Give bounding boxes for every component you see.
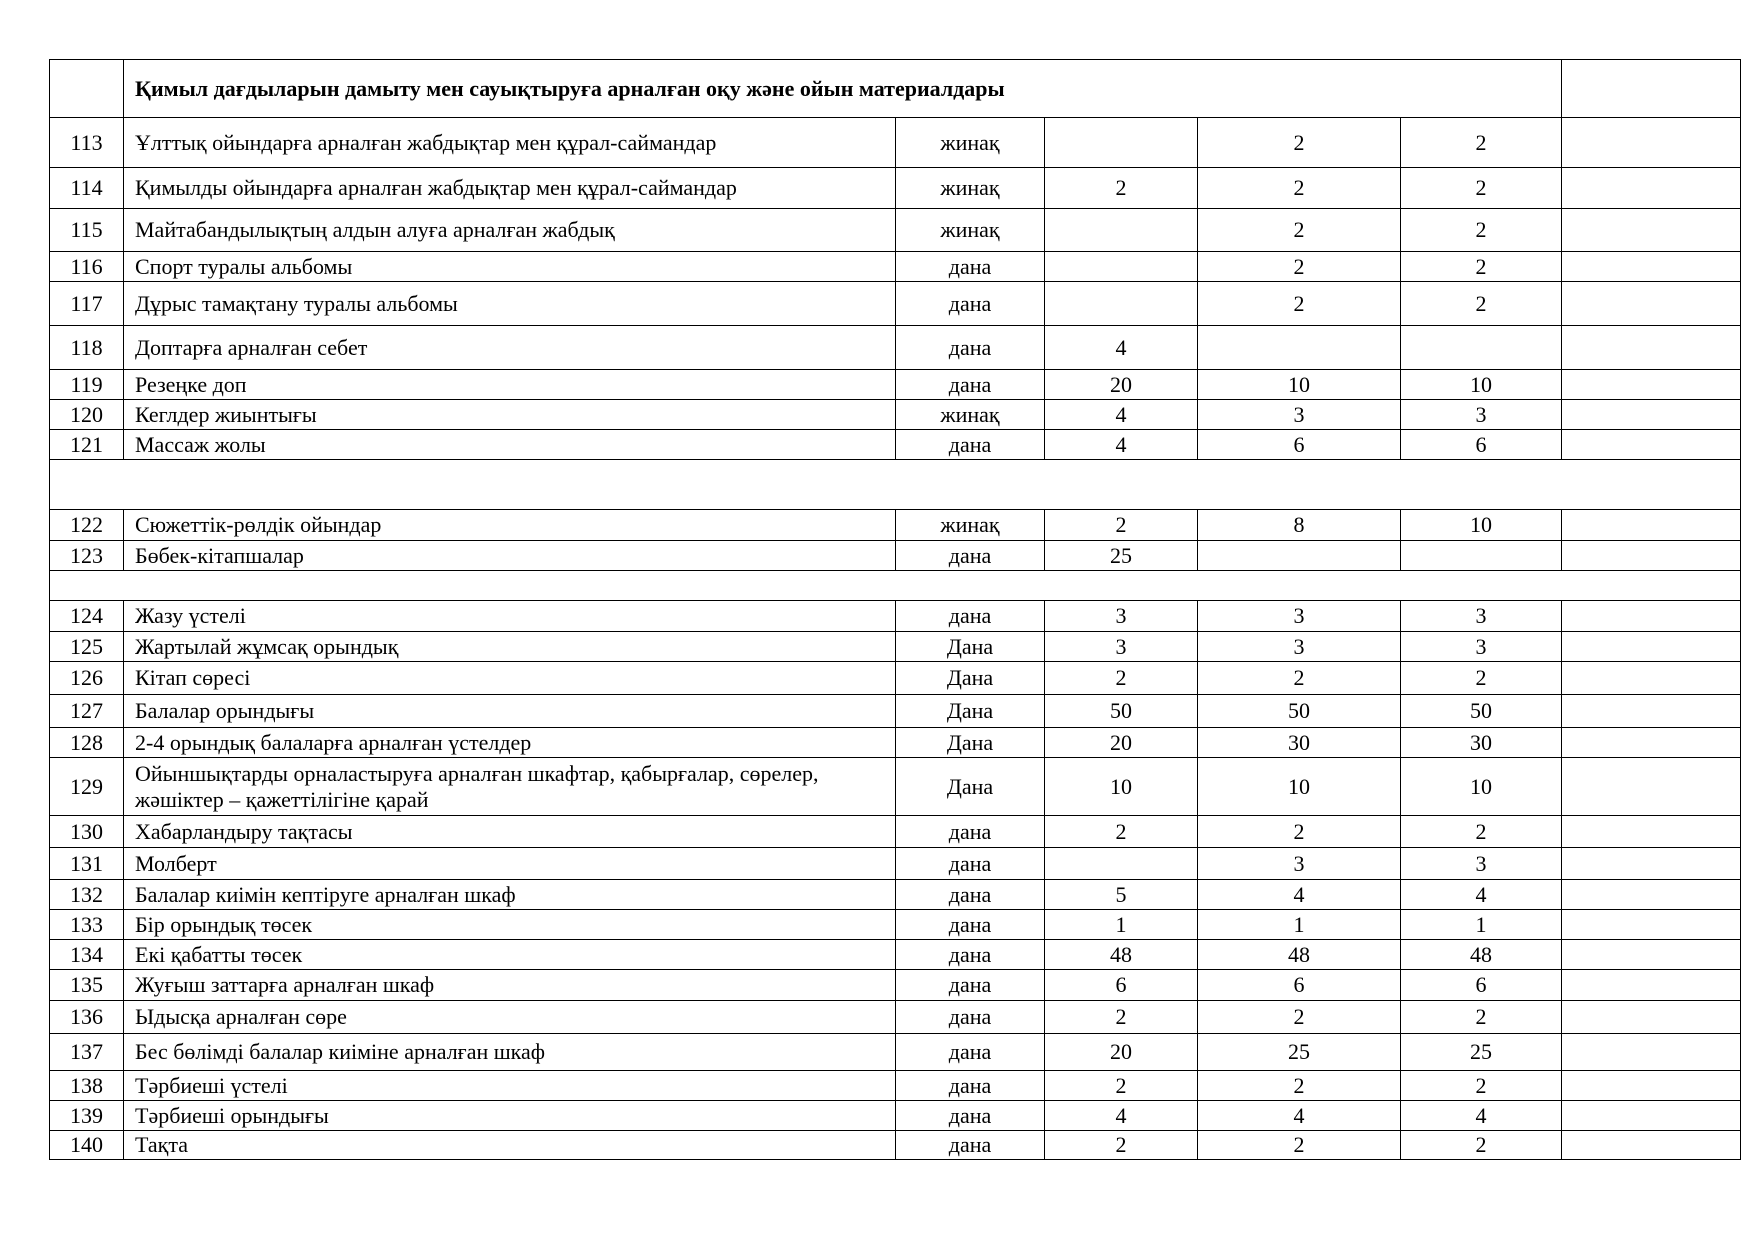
item-name: Кеглдер жиынтығы (124, 400, 896, 430)
row-number: 132 (50, 880, 124, 910)
value-col-1: 2 (1045, 168, 1198, 209)
unit-cell: дана (896, 940, 1045, 970)
value-col-4 (1562, 370, 1741, 400)
row-number: 117 (50, 282, 124, 326)
value-col-3 (1401, 326, 1562, 370)
value-col-3: 2 (1401, 118, 1562, 168)
value-col-3: 6 (1401, 970, 1562, 1001)
value-col-2: 2 (1198, 252, 1401, 282)
value-col-1: 10 (1045, 758, 1198, 816)
unit-cell: Дана (896, 728, 1045, 758)
value-col-2: 2 (1198, 282, 1401, 326)
item-name: Тәрбиеші орындығы (124, 1101, 896, 1131)
item-name: Ыдысқа арналған сөре (124, 1001, 896, 1034)
value-col-1 (1045, 252, 1198, 282)
row-number: 116 (50, 252, 124, 282)
table-row (50, 430, 1741, 460)
unit-cell: жинақ (896, 209, 1045, 252)
value-col-4 (1562, 430, 1741, 460)
value-col-4 (1562, 910, 1741, 940)
item-name: Сюжеттік-рөлдік ойындар (124, 510, 896, 541)
value-col-4 (1562, 848, 1741, 880)
item-name: Дұрыс тамақтану туралы альбомы (124, 282, 896, 326)
row-number: 120 (50, 400, 124, 430)
value-col-2: 30 (1198, 728, 1401, 758)
value-col-4 (1562, 1001, 1741, 1034)
value-col-4 (1562, 940, 1741, 970)
row-number: 139 (50, 1101, 124, 1131)
value-col-2: 50 (1198, 695, 1401, 728)
value-col-1 (1045, 209, 1198, 252)
value-col-1: 4 (1045, 1101, 1198, 1131)
unit-cell: Дана (896, 758, 1045, 816)
value-col-1: 20 (1045, 728, 1198, 758)
value-col-4 (1562, 728, 1741, 758)
unit-cell: дана (896, 252, 1045, 282)
table-row (50, 1034, 1741, 1071)
value-col-1: 2 (1045, 1071, 1198, 1101)
item-name: Спорт туралы альбомы (124, 252, 896, 282)
item-name: Ойыншықтарды орналастыруға арналған шкафтар, қабырғалар, сөрелер, жәшіктер – қажеттілігіне қарай (124, 758, 896, 816)
unit-cell: дана (896, 816, 1045, 848)
value-col-3: 4 (1401, 1101, 1562, 1131)
value-col-1: 20 (1045, 1034, 1198, 1071)
value-col-4 (1562, 970, 1741, 1001)
unit-cell: дана (896, 1131, 1045, 1160)
section-header-row (50, 60, 1741, 118)
row-number: 130 (50, 816, 124, 848)
value-col-1 (1045, 282, 1198, 326)
value-col-3: 2 (1401, 816, 1562, 848)
item-name: Тақта (124, 1131, 896, 1160)
unit-cell: дана (896, 1034, 1045, 1071)
table-row (50, 662, 1741, 695)
value-col-3: 2 (1401, 662, 1562, 695)
row-number: 119 (50, 370, 124, 400)
value-col-1: 5 (1045, 880, 1198, 910)
unit-cell: дана (896, 601, 1045, 632)
item-name: Қимылды ойындарға арналған жабдықтар мен құрал-саймандар (124, 168, 896, 209)
value-col-3: 25 (1401, 1034, 1562, 1071)
value-col-1: 2 (1045, 1131, 1198, 1160)
value-col-3: 1 (1401, 910, 1562, 940)
value-col-4 (1562, 400, 1741, 430)
item-name: 2-4 орындық балаларға арналған үстелдер (124, 728, 896, 758)
value-col-3: 50 (1401, 695, 1562, 728)
item-name: Жартылай жұмсақ орындық (124, 632, 896, 662)
value-col-2 (1198, 541, 1401, 571)
table-row (50, 695, 1741, 728)
unit-cell: дана (896, 282, 1045, 326)
table-row (50, 541, 1741, 571)
item-name: Екі қабатты төсек (124, 940, 896, 970)
value-col-3 (1401, 541, 1562, 571)
table-row (50, 400, 1741, 430)
table-row (50, 848, 1741, 880)
section-title: Қимыл дағдыларын дамыту мен сауықтыруға арналған оқу және ойын материалдары (124, 60, 1562, 118)
unit-cell: Дана (896, 695, 1045, 728)
value-col-4 (1562, 695, 1741, 728)
value-col-1 (1045, 118, 1198, 168)
row-number: 129 (50, 758, 124, 816)
value-col-2: 2 (1198, 816, 1401, 848)
value-col-4 (1562, 209, 1741, 252)
value-col-2: 6 (1198, 970, 1401, 1001)
value-col-2: 2 (1198, 168, 1401, 209)
table-row (50, 252, 1741, 282)
value-col-1: 25 (1045, 541, 1198, 571)
value-col-3: 2 (1401, 252, 1562, 282)
unit-cell: жинақ (896, 168, 1045, 209)
table-row (50, 601, 1741, 632)
unit-cell: дана (896, 910, 1045, 940)
unit-cell: жинақ (896, 510, 1045, 541)
value-col-2: 10 (1198, 758, 1401, 816)
table-row (50, 728, 1741, 758)
value-col-2: 4 (1198, 1101, 1401, 1131)
value-col-1: 48 (1045, 940, 1198, 970)
value-col-3: 3 (1401, 400, 1562, 430)
table-row (50, 970, 1741, 1001)
unit-cell: дана (896, 1101, 1045, 1131)
table-row (50, 1001, 1741, 1034)
item-name: Бір орындық төсек (124, 910, 896, 940)
unit-cell: Дана (896, 632, 1045, 662)
value-col-2: 1 (1198, 910, 1401, 940)
value-col-1: 6 (1045, 970, 1198, 1001)
table-row (50, 370, 1741, 400)
value-col-4 (1562, 326, 1741, 370)
value-col-2: 3 (1198, 848, 1401, 880)
value-col-3: 4 (1401, 880, 1562, 910)
row-number: 127 (50, 695, 124, 728)
value-col-3: 2 (1401, 1071, 1562, 1101)
value-col-3: 2 (1401, 209, 1562, 252)
value-col-4 (1562, 1101, 1741, 1131)
item-name: Ұлттық ойындарға арналған жабдықтар мен құрал-саймандар (124, 118, 896, 168)
value-col-2: 6 (1198, 430, 1401, 460)
value-col-1: 4 (1045, 430, 1198, 460)
table-row (50, 118, 1741, 168)
value-col-4 (1562, 758, 1741, 816)
table-row (50, 758, 1741, 816)
row-number: 135 (50, 970, 124, 1001)
row-number: 136 (50, 1001, 124, 1034)
value-col-1: 50 (1045, 695, 1198, 728)
value-col-4 (1562, 541, 1741, 571)
value-col-3: 2 (1401, 1131, 1562, 1160)
row-number: 137 (50, 1034, 124, 1071)
value-col-2: 10 (1198, 370, 1401, 400)
row-number: 134 (50, 940, 124, 970)
table-row (50, 168, 1741, 209)
value-col-2: 2 (1198, 662, 1401, 695)
row-number: 114 (50, 168, 124, 209)
value-col-2: 2 (1198, 118, 1401, 168)
item-name: Майтабандылықтың алдын алуға арналған жабдық (124, 209, 896, 252)
row-number: 118 (50, 326, 124, 370)
value-col-1: 20 (1045, 370, 1198, 400)
value-col-1: 4 (1045, 400, 1198, 430)
value-col-1: 2 (1045, 662, 1198, 695)
blank-cell (50, 571, 1741, 601)
table-row (50, 209, 1741, 252)
item-name: Бес бөлімді балалар киіміне арналған шкаф (124, 1034, 896, 1071)
row-number: 128 (50, 728, 124, 758)
value-col-1: 3 (1045, 601, 1198, 632)
row-number: 122 (50, 510, 124, 541)
value-col-1: 2 (1045, 510, 1198, 541)
blank-row (50, 571, 1741, 601)
value-col-4 (1562, 632, 1741, 662)
table-row (50, 282, 1741, 326)
item-name: Доптарға арналған себет (124, 326, 896, 370)
value-col-3: 3 (1401, 601, 1562, 632)
row-number: 113 (50, 118, 124, 168)
unit-cell: дана (896, 430, 1045, 460)
table-row (50, 632, 1741, 662)
value-col-3: 2 (1401, 168, 1562, 209)
item-name: Жуғыш заттарға арналған шкаф (124, 970, 896, 1001)
value-col-2: 3 (1198, 400, 1401, 430)
table-row (50, 510, 1741, 541)
item-name: Балалар киімін кептіруге арналған шкаф (124, 880, 896, 910)
section-extra-cell (1562, 60, 1741, 118)
unit-cell: дана (896, 848, 1045, 880)
value-col-4 (1562, 168, 1741, 209)
value-col-4 (1562, 816, 1741, 848)
value-col-2: 2 (1198, 1001, 1401, 1034)
value-col-4 (1562, 118, 1741, 168)
value-col-2: 25 (1198, 1034, 1401, 1071)
table-row (50, 910, 1741, 940)
value-col-2: 48 (1198, 940, 1401, 970)
value-col-4 (1562, 1034, 1741, 1071)
value-col-4 (1562, 601, 1741, 632)
value-col-4 (1562, 880, 1741, 910)
value-col-3: 2 (1401, 282, 1562, 326)
row-number: 121 (50, 430, 124, 460)
unit-cell: дана (896, 1001, 1045, 1034)
table-row (50, 940, 1741, 970)
row-number: 131 (50, 848, 124, 880)
blank-row (50, 460, 1741, 510)
value-col-3: 10 (1401, 510, 1562, 541)
row-number: 115 (50, 209, 124, 252)
blank-cell (50, 460, 1741, 510)
value-col-1: 4 (1045, 326, 1198, 370)
unit-cell: жинақ (896, 118, 1045, 168)
table-row (50, 1101, 1741, 1131)
item-name: Балалар орындығы (124, 695, 896, 728)
unit-cell: дана (896, 541, 1045, 571)
value-col-4 (1562, 1131, 1741, 1160)
equipment-table (49, 59, 1741, 1160)
unit-cell: жинақ (896, 400, 1045, 430)
unit-cell: дана (896, 326, 1045, 370)
value-col-3: 30 (1401, 728, 1562, 758)
item-name: Хабарландыру тақтасы (124, 816, 896, 848)
value-col-1 (1045, 848, 1198, 880)
row-number: 126 (50, 662, 124, 695)
row-number: 133 (50, 910, 124, 940)
value-col-3: 10 (1401, 758, 1562, 816)
row-number: 125 (50, 632, 124, 662)
value-col-1: 2 (1045, 1001, 1198, 1034)
value-col-4 (1562, 282, 1741, 326)
item-name: Резеңке доп (124, 370, 896, 400)
value-col-3: 48 (1401, 940, 1562, 970)
unit-cell: дана (896, 370, 1045, 400)
row-number: 140 (50, 1131, 124, 1160)
value-col-2: 2 (1198, 1071, 1401, 1101)
value-col-2: 3 (1198, 601, 1401, 632)
item-name: Жазу үстелі (124, 601, 896, 632)
value-col-2: 2 (1198, 1131, 1401, 1160)
unit-cell: дана (896, 970, 1045, 1001)
item-name: Бөбек-кітапшалар (124, 541, 896, 571)
row-number: 123 (50, 541, 124, 571)
value-col-1: 2 (1045, 816, 1198, 848)
table-row (50, 1071, 1741, 1101)
value-col-3: 3 (1401, 632, 1562, 662)
value-col-2 (1198, 326, 1401, 370)
table-row (50, 880, 1741, 910)
row-number: 138 (50, 1071, 124, 1101)
table-row (50, 816, 1741, 848)
value-col-2: 3 (1198, 632, 1401, 662)
item-name: Тәрбиеші үстелі (124, 1071, 896, 1101)
unit-cell: дана (896, 1071, 1045, 1101)
item-name: Молберт (124, 848, 896, 880)
value-col-3: 6 (1401, 430, 1562, 460)
value-col-4 (1562, 252, 1741, 282)
value-col-3: 3 (1401, 848, 1562, 880)
item-name: Кітап сөресі (124, 662, 896, 695)
value-col-2: 4 (1198, 880, 1401, 910)
table-body (50, 60, 1741, 1160)
value-col-4 (1562, 510, 1741, 541)
row-number: 124 (50, 601, 124, 632)
table-row (50, 326, 1741, 370)
value-col-4 (1562, 1071, 1741, 1101)
unit-cell: дана (896, 880, 1045, 910)
value-col-3: 10 (1401, 370, 1562, 400)
value-col-2: 2 (1198, 209, 1401, 252)
unit-cell: Дана (896, 662, 1045, 695)
item-name: Массаж жолы (124, 430, 896, 460)
value-col-2: 8 (1198, 510, 1401, 541)
value-col-1: 1 (1045, 910, 1198, 940)
table-row (50, 1131, 1741, 1160)
section-num-cell (50, 60, 124, 118)
value-col-3: 2 (1401, 1001, 1562, 1034)
value-col-1: 3 (1045, 632, 1198, 662)
value-col-4 (1562, 662, 1741, 695)
